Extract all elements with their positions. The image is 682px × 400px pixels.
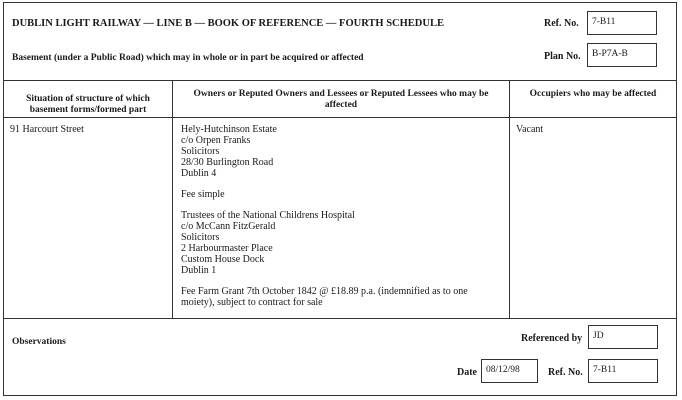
table-bottom-rule — [3, 318, 677, 319]
form-subtitle: Basement (under a Public Road) which may in whole or in part be acquired or affected — [12, 53, 364, 63]
owner-line: 28/30 Burlington Road — [181, 157, 274, 168]
column-divider-1 — [172, 80, 173, 318]
owner-line: Trustees of the National Childrens Hospital — [181, 210, 355, 221]
plan-no-label: Plan No. — [544, 51, 581, 62]
owner-line: Hely-Hutchinson Estate — [181, 124, 277, 135]
column-header-owners: Owners or Reputed Owners and Lessees or Reputed Lessees who may be affected — [193, 89, 489, 110]
footer-ref-no-label: Ref. No. — [548, 367, 583, 378]
ref-no-field[interactable]: 7-B11 — [587, 11, 657, 35]
owner-line: Solicitors — [181, 146, 220, 157]
footer-ref-no-field[interactable]: 7-B11 — [588, 359, 658, 383]
table-header-rule — [3, 117, 677, 118]
observations-label: Observations — [12, 337, 66, 347]
column-header-occupiers: Occupiers who may be affected — [529, 89, 657, 99]
plan-no-field[interactable]: B-P7A-B — [587, 43, 657, 67]
owner-line: 2 Harbourmaster Place — [181, 243, 273, 254]
table-top-rule — [3, 80, 677, 81]
column-header-situation: Situation of structure of which basement forms/formed part — [26, 94, 150, 115]
owner-line: Solicitors — [181, 232, 220, 243]
date-label: Date — [457, 367, 477, 378]
owner-line: Custom House Dock — [181, 254, 265, 265]
owner-line: c/o McCann FitzGerald — [181, 221, 276, 232]
tenure-line: moiety), subject to contract for sale — [181, 297, 323, 308]
tenure-line: Fee Farm Grant 7th October 1842 @ £18.89 p.a. (indemnified as to one — [181, 286, 468, 297]
referenced-by-label: Referenced by — [521, 333, 583, 344]
owner-line: Dublin 4 — [181, 168, 217, 179]
date-field[interactable]: 08/12/98 — [481, 359, 538, 383]
owner-line: Dublin 1 — [181, 265, 217, 276]
form-title: DUBLIN LIGHT RAILWAY — LINE B — BOOK OF REFERENCE — FOURTH SCHEDULE — [12, 18, 444, 29]
owner-line: c/o Orpen Franks — [181, 135, 251, 146]
ref-no-label: Ref. No. — [544, 18, 579, 29]
owners-cell — [181, 124, 468, 308]
referenced-by-field[interactable]: JD — [588, 325, 658, 349]
situation-cell: 91 Harcourt Street — [10, 124, 84, 135]
column-divider-2 — [509, 80, 510, 318]
tenure-line: Fee simple — [181, 189, 225, 200]
occupier-cell: Vacant — [516, 124, 544, 135]
